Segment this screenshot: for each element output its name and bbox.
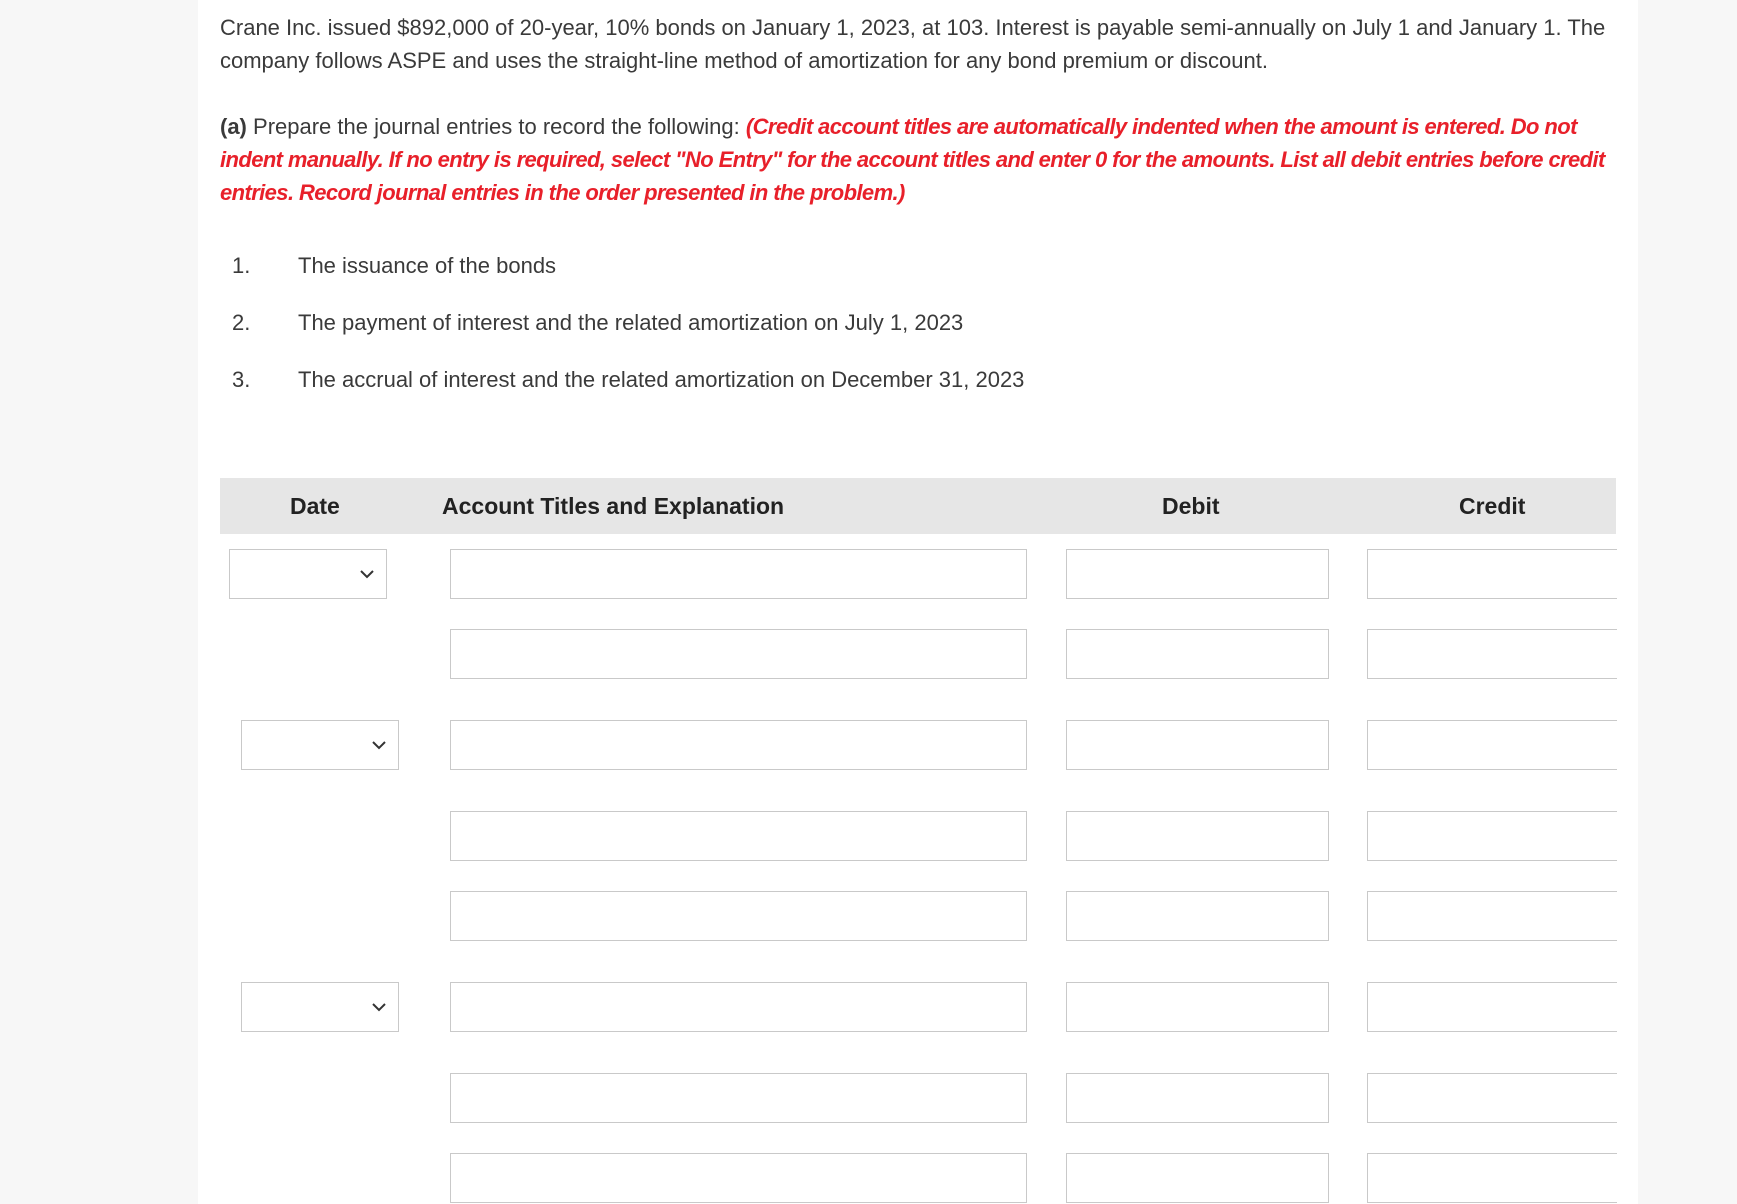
date-select[interactable] bbox=[241, 982, 399, 1032]
account-title-input[interactable] bbox=[450, 982, 1027, 1032]
debit-input[interactable] bbox=[1066, 629, 1329, 679]
question-card bbox=[198, 0, 1638, 1204]
part-label: (a) bbox=[220, 114, 247, 139]
date-select[interactable] bbox=[229, 549, 387, 599]
account-title-input[interactable] bbox=[450, 1153, 1027, 1203]
task-number: 2. bbox=[232, 310, 251, 335]
part-text: Prepare the journal entries to record the following: bbox=[253, 114, 740, 139]
credit-input[interactable] bbox=[1367, 720, 1617, 770]
credit-input[interactable] bbox=[1367, 1073, 1617, 1123]
table-row bbox=[198, 629, 1638, 679]
debit-input[interactable] bbox=[1066, 1153, 1329, 1203]
task-text: The issuance of the bonds bbox=[298, 253, 557, 278]
debit-input[interactable] bbox=[1066, 720, 1329, 770]
credit-input[interactable] bbox=[1367, 1153, 1617, 1203]
debit-input[interactable] bbox=[1066, 549, 1329, 599]
debit-input[interactable] bbox=[1066, 982, 1329, 1032]
credit-input[interactable] bbox=[1367, 811, 1617, 861]
account-title-input[interactable] bbox=[450, 1073, 1027, 1123]
date-select[interactable] bbox=[241, 720, 399, 770]
table-row bbox=[198, 549, 1638, 599]
credit-column-header: Credit bbox=[1459, 493, 1526, 519]
chevron-down-icon bbox=[372, 738, 386, 752]
credit-input[interactable] bbox=[1367, 891, 1617, 941]
account-title-input[interactable] bbox=[450, 549, 1027, 599]
list-item bbox=[220, 363, 1625, 420]
account-title-input[interactable] bbox=[450, 811, 1027, 861]
account-column-header: Account Titles and Explanation bbox=[442, 493, 785, 519]
problem-intro: Crane Inc. issued $892,000 of 20-year, 10% bonds on January 1, 2023, at 103. Interest is payable semi-annually on July 1 and January 1. The company follows ASPE and uses the straight-line method of amortization for any bond premium or discount. bbox=[220, 15, 1606, 73]
task-list bbox=[220, 249, 1625, 420]
date-column-header: Date bbox=[290, 493, 340, 519]
part-instructions: (Credit account titles are automatically indented when the amount is entered. Do not indent manually. If no entry is required, select "No Entry" for the account titles and enter 0 for the amounts. List all debit entries before credit entries. Record journal entries in the order presented in the problem.) bbox=[220, 114, 1605, 205]
table-row bbox=[198, 891, 1638, 941]
list-item bbox=[220, 306, 1625, 363]
credit-input[interactable] bbox=[1367, 982, 1617, 1032]
table-row bbox=[198, 982, 1638, 1032]
debit-input[interactable] bbox=[1066, 891, 1329, 941]
debit-input[interactable] bbox=[1066, 811, 1329, 861]
task-number: 1. bbox=[232, 253, 251, 278]
chevron-down-icon bbox=[360, 567, 374, 581]
list-item bbox=[220, 249, 1625, 306]
task-text: The accrual of interest and the related amortization on December 31, 2023 bbox=[298, 367, 1025, 392]
credit-input[interactable] bbox=[1367, 629, 1617, 679]
table-row bbox=[198, 1153, 1638, 1203]
table-row bbox=[198, 1073, 1638, 1123]
part-a-prompt bbox=[220, 110, 1625, 209]
debit-column-header: Debit bbox=[1162, 493, 1220, 519]
journal-table-header bbox=[220, 478, 1616, 534]
account-title-input[interactable] bbox=[450, 629, 1027, 679]
task-number: 3. bbox=[232, 367, 251, 392]
credit-input[interactable] bbox=[1367, 549, 1617, 599]
account-title-input[interactable] bbox=[450, 891, 1027, 941]
account-title-input[interactable] bbox=[450, 720, 1027, 770]
chevron-down-icon bbox=[372, 1000, 386, 1014]
debit-input[interactable] bbox=[1066, 1073, 1329, 1123]
table-row bbox=[198, 811, 1638, 861]
problem-content bbox=[220, 0, 1625, 420]
table-row bbox=[198, 720, 1638, 770]
task-text: The payment of interest and the related amortization on July 1, 2023 bbox=[298, 310, 964, 335]
